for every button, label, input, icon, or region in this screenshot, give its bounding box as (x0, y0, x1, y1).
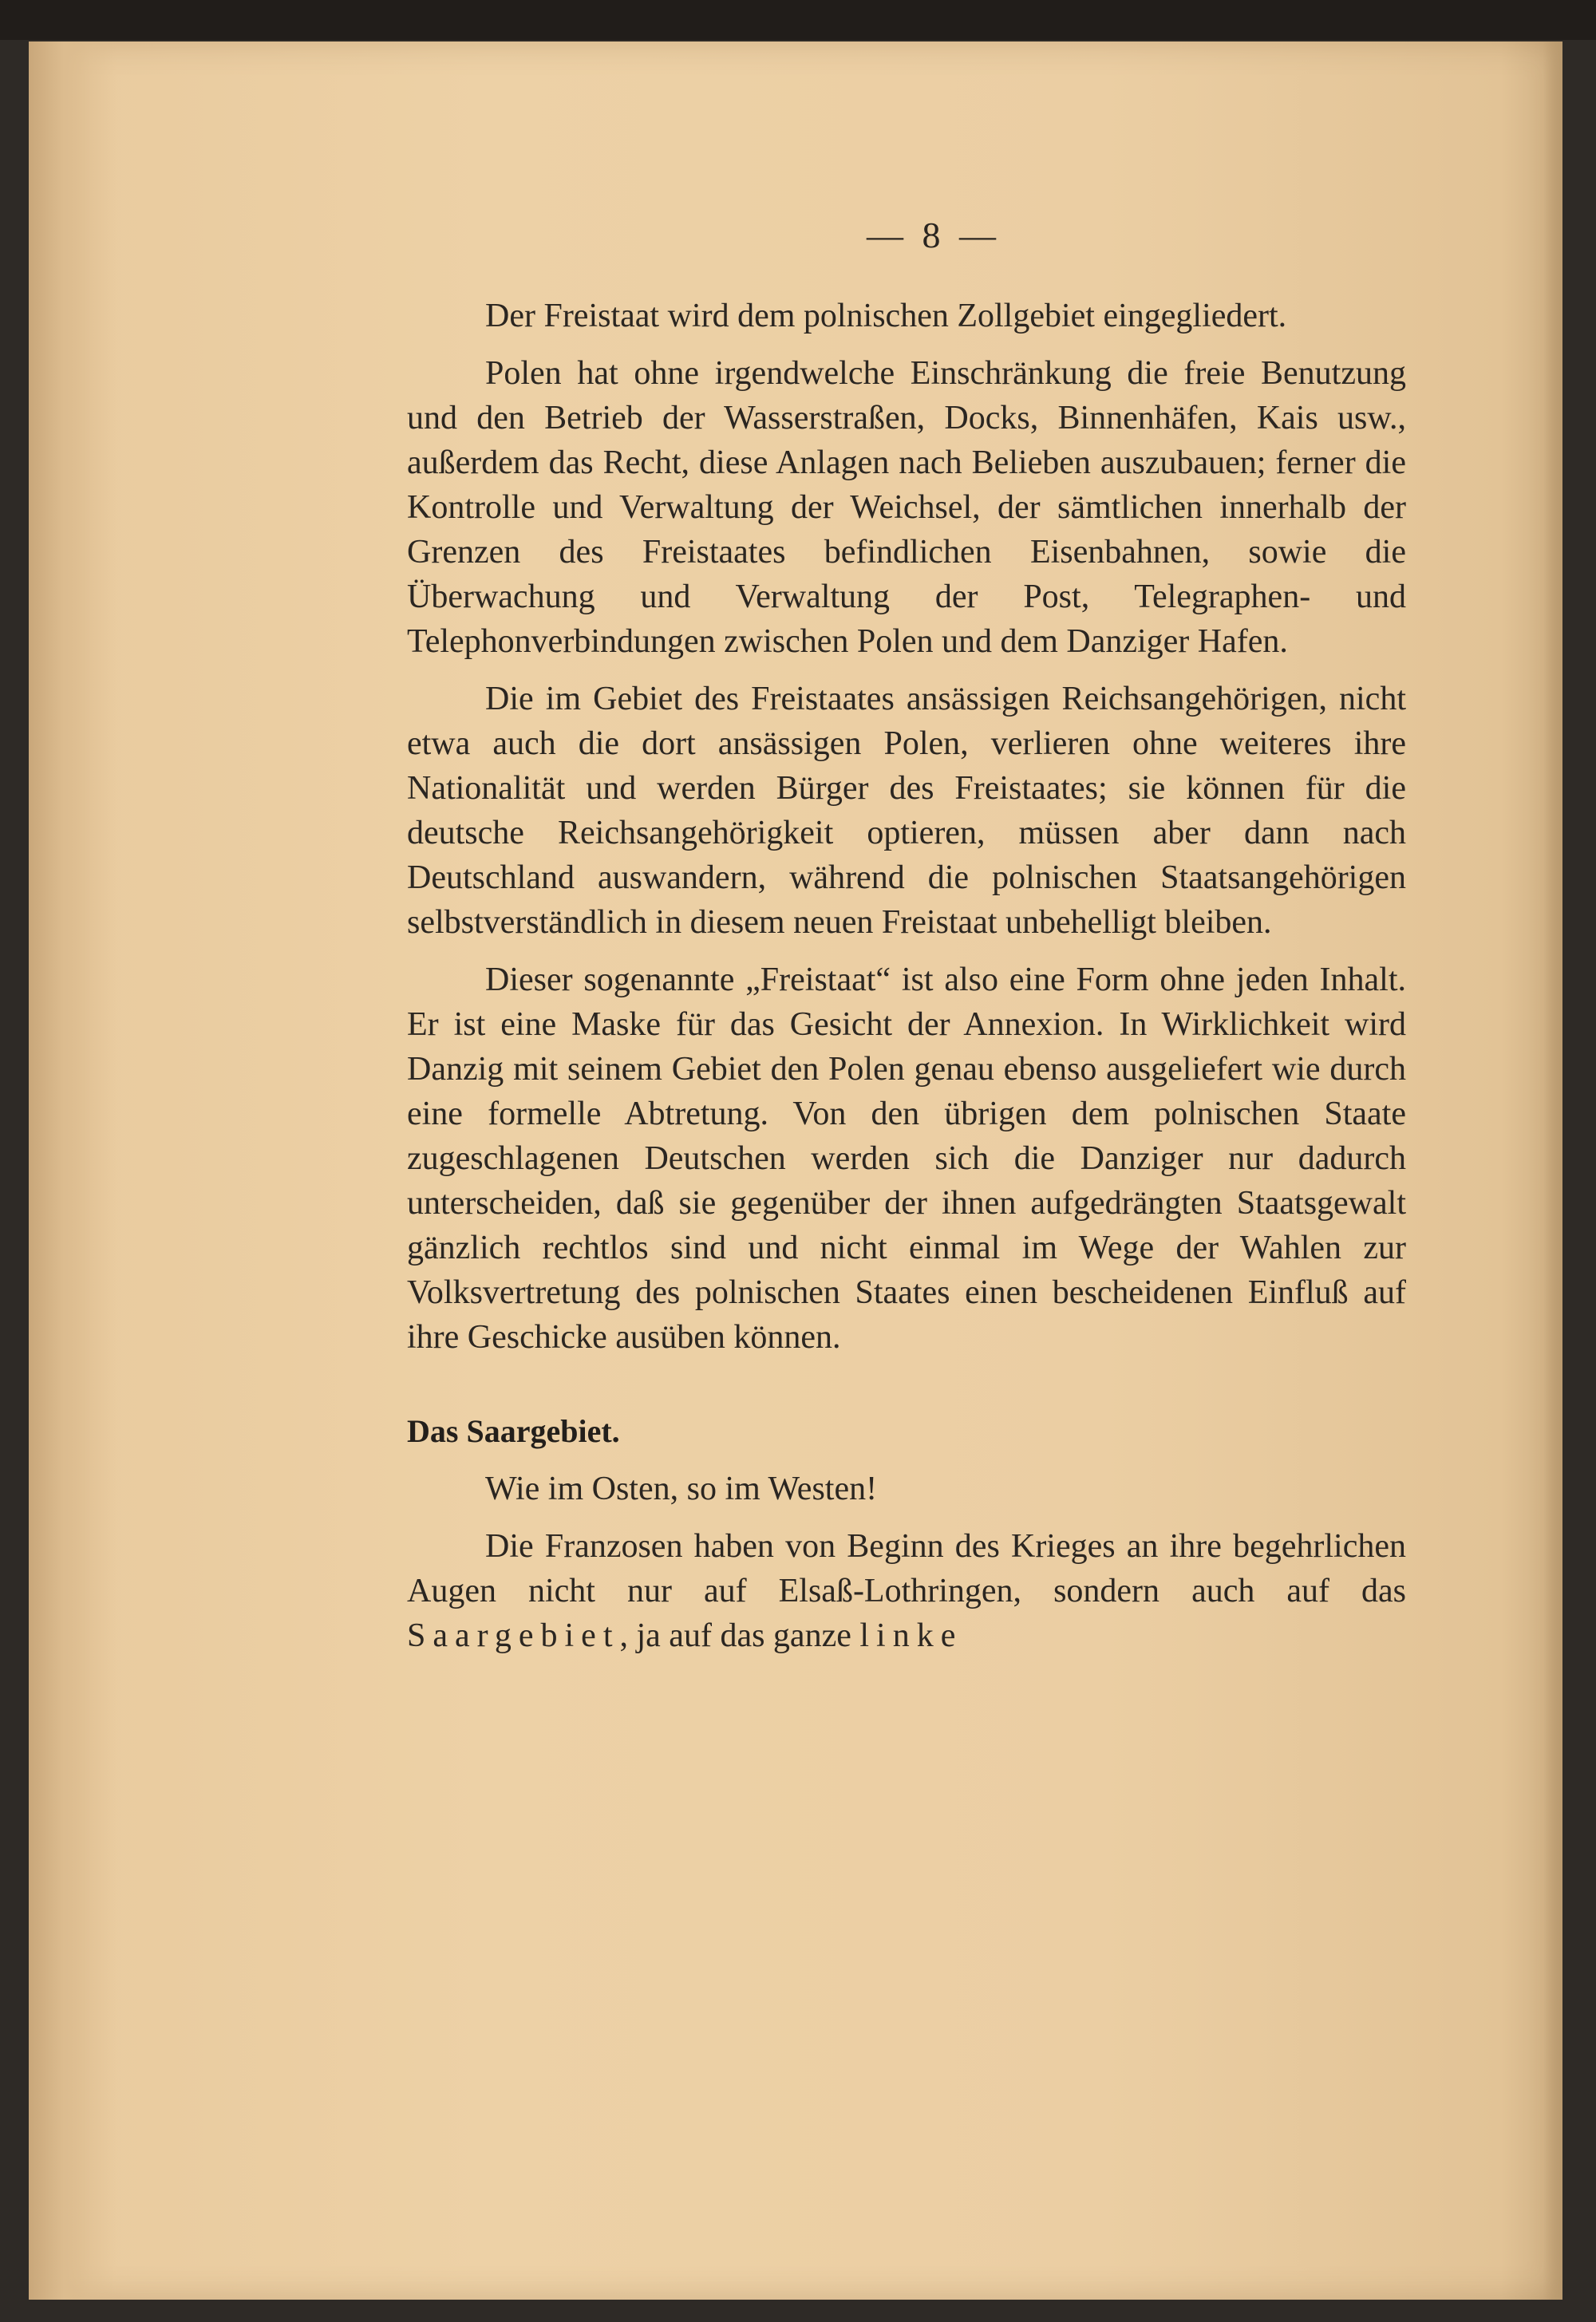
emphasis-linke: linke (859, 1617, 963, 1654)
paragraph-customs: Der Freistaat wird dem polnischen Zollgebiet eingegliedert. (485, 298, 1287, 334)
paragraph-french-ambitions (407, 1524, 1406, 1658)
page-number: — 8 — (867, 215, 1001, 255)
paragraph-text-middle: , ja auf das ganze (619, 1617, 860, 1654)
paragraph-east-west: Wie im Osten, so im Westen! (485, 1471, 878, 1507)
paragraph-nationality: Die im Gebiet des Freistaates ansässigen Reichsangehörigen, nicht etwa auch die dort ansässigen Polen, verlieren ohne weiteres ihre Nationalität und werden Bürger des Freistaates; sie können für die deutsche Reichsangehörigkeit optieren, müssen aber dann nach Deutschland auswandern, während die polnischen Staatsangehörigen selbstverständlich in diesem neuen Freistaat unbehelligt bleiben. (407, 681, 1406, 941)
emphasis-saargebiet: Saargebiet (407, 1617, 620, 1654)
paragraph-polish-rights: Polen hat ohne irgendwelche Einschränkung die freie Benutzung und den Betrieb der Wasserstraßen, Docks, Binnenhäfen, Kais usw., außerdem das Recht, diese Anlagen nach Belieben auszubauen; ferner die Kontrolle und Verwaltung der Weichsel, der sämtlichen innerhalb der Grenzen des Freistaates befindlichen Eisenbahnen, sowie die Überwachung und Verwaltung der Post, Telegraphen- und Telephonverbindungen zwischen Polen und dem Danziger Hafen. (407, 355, 1406, 660)
scan-background (0, 0, 1596, 40)
paragraph-free-state-mask: Dieser sogenannte „Freistaat“ ist also eine Form ohne jeden Inhalt. Er ist eine Maske für das Gesicht der Annexion. In Wirklichkeit wird Danzig mit seinem Gebiet den Polen genau ebenso ausgeliefert wie durch eine formelle Abtretung. Von den übrigen dem polnischen Staate zugeschlagenen Deutschen werden sich die Danziger nur dadurch unterscheiden, daß sie gegenüber der ihnen aufgedrängten Staatsgewalt gänzlich rechtlos sind und nicht einmal im Wege der Wahlen zur Volksvertretung des polnischen Staates einen bescheidenen Einfluß auf ihre Geschicke ausüben können. (407, 962, 1406, 1356)
section-heading-saar: Das Saargebiet. (407, 1413, 620, 1449)
body-text (407, 294, 1406, 1658)
paragraph-text-start: Die Franzosen haben von Beginn des Krieges an ihre begehrlichen Augen nicht nur auf Elsaß-Lothringen, sondern auch auf das (407, 1528, 1406, 1609)
